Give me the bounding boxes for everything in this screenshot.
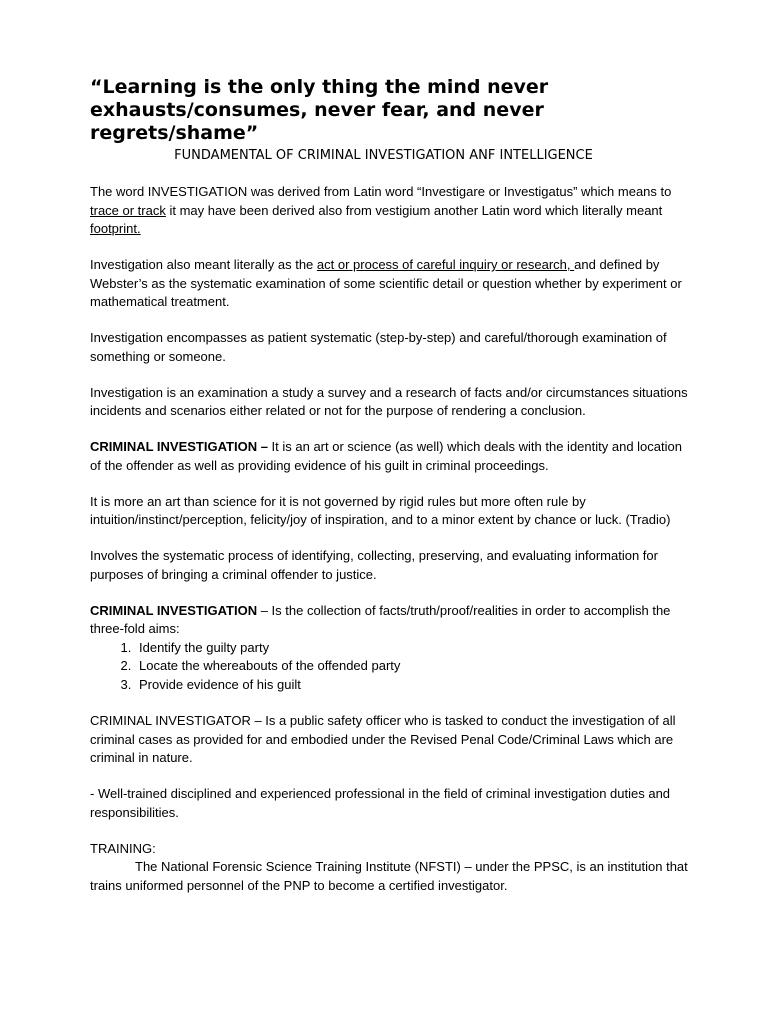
- paragraph-criminal-investigation-aims: [90, 602, 690, 639]
- paragraph-text: and defined by Webster’s as the systematic examination of some scientific detail or question whether by experiment or mathematical treatment.: [90, 257, 682, 309]
- paragraph-criminal-investigator: CRIMINAL INVESTIGATOR – Is a public safety officer who is tasked to conduct the investigation of all criminal cases as provided for and embodied under the Revised Penal Code/Criminal Laws which are criminal in nature.: [90, 713, 676, 765]
- list-item: 1. Identify the guilty party: [135, 639, 690, 658]
- underlined-phrase: trace or track: [90, 202, 166, 218]
- document-body: [90, 183, 690, 913]
- underlined-phrase: footprint.: [90, 221, 141, 236]
- paragraph-well-trained: - Well-trained disciplined and experienced professional in the field of criminal investigation duties and responsibilities.: [90, 786, 671, 820]
- paragraph-etymology: [90, 183, 690, 239]
- term-heading: CRIMINAL INVESTIGATION: [90, 602, 258, 618]
- paragraph-art-vs-science: It is more an art than science for it is not governed by rigid rules but more often rule by intuition/instinct/perception, felicity/joy of inspiration, and to a minor extent by chance or luck. (Tradio): [90, 493, 671, 527]
- paragraph-text: The word INVESTIGATION was derived from Latin word “Investigare or Investigatus” which means to: [90, 184, 672, 199]
- paragraph-systematic-process: Involves the systematic process of identifying, collecting, preserving, and evaluating information for purposes of bringing a criminal offender to justice.: [90, 548, 658, 582]
- paragraph-text: it may have been derived also from vestigium another Latin word which literally meant: [165, 202, 663, 218]
- underlined-phrase: act or process of careful inquiry or research,: [316, 257, 575, 272]
- page-quote: “Learning is the only thing the mind never exhausts/consumes, never fear, and never regrets/shame”: [90, 76, 549, 144]
- list-item: 2. Locate the whereabouts of the offended party: [135, 657, 690, 676]
- term-dash: –: [257, 602, 272, 618]
- paragraph-encompasses: Investigation encompasses as patient systematic (step-by-step) and careful/thorough examination of something or someone.: [90, 330, 667, 364]
- paragraph-text: Is the collection of facts/truth/proof/realities in order to accomplish the three-fold aims:: [90, 602, 671, 636]
- paragraph-text: The National Forensic Science Training Institute (NFSTI) – under the PPSC, is an institution that trains uniformed personnel of the PNP to become a certified investigator.: [90, 859, 688, 893]
- aims-list: [90, 639, 690, 695]
- training-heading: TRAINING:: [90, 840, 156, 856]
- paragraph-text: It is an art or science (as well) which deals with the identity and location of the offender as well as providing evidence of his guilt in criminal proceedings.: [90, 439, 682, 473]
- paragraph-examination: Investigation is an examination a study a survey and a research of facts and/or circumstances situations incidents and scenarios either related or not for the purpose of rendering a conclusion.: [90, 384, 688, 418]
- term-dash: –: [257, 439, 272, 454]
- paragraph-training: [90, 858, 690, 895]
- term-heading: CRIMINAL INVESTIGATION: [90, 439, 258, 454]
- paragraph-definition: [90, 256, 690, 312]
- page-title: FUNDAMENTAL OF CRIMINAL INVESTIGATION ANF INTELLIGENCE: [174, 148, 593, 163]
- list-item: 3. Provide evidence of his guilt: [135, 676, 690, 695]
- paragraph-text: Investigation also meant literally as the: [90, 257, 317, 272]
- paragraph-criminal-investigation-art: [90, 438, 690, 475]
